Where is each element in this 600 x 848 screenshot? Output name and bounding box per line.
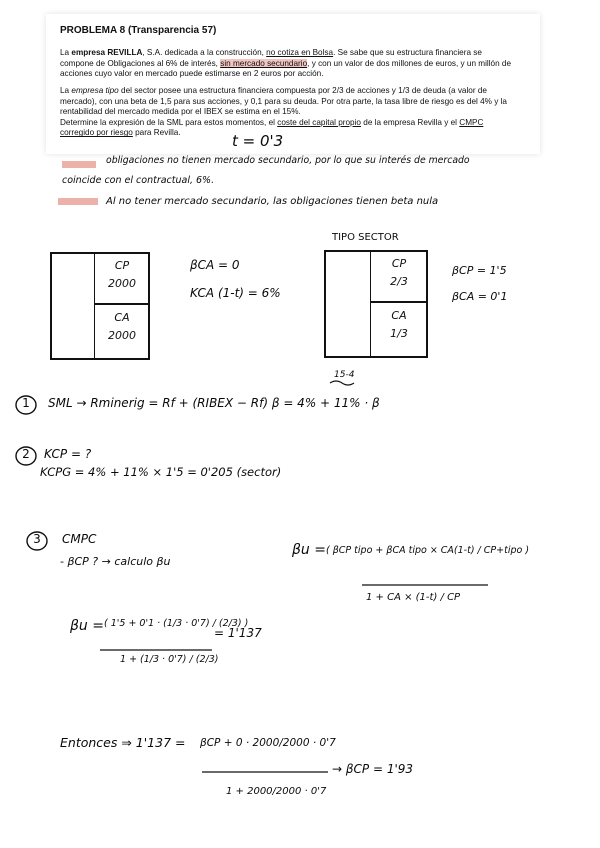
- step2-number: 2: [22, 447, 30, 461]
- formula-lhs: βu =: [292, 542, 326, 558]
- formula-denominator: 1 + CA × (1-t) / CP: [366, 592, 461, 603]
- step2-kcp: KCPG = 4% + 11% × 1'5 = 0'205 (sector): [40, 465, 282, 479]
- step1-tilde: [330, 381, 354, 385]
- calc-lhs: βu =: [70, 618, 104, 634]
- final-denominator: 1 + 2000/2000 · 0'7: [226, 786, 327, 797]
- final-result: → βCP = 1'93: [332, 762, 414, 776]
- tipo-ca-cell: CA 1/3: [370, 302, 428, 358]
- tipo-beta-ca: βCA = 0'1: [452, 290, 508, 303]
- problem-paragraph-1: La empresa REVILLA, S.A. dedicada a la construcción, no cotiza en Bolsa. Se sabe que su estructura financiera se compone de Obligaciones al 6% de interés, sin mercado secundario, y con un valor de dos millones de euros, y un millón de acciones cuyo valor en mercado puede estimarse en 2 euros por acción.: [60, 48, 512, 79]
- tipo-cp-cell: CP 2/3: [370, 250, 428, 302]
- revilla-ca-cell: CA 2000: [94, 304, 150, 360]
- final-entonces: Entonces ⇒ 1'137 =: [60, 735, 186, 750]
- calc-denominator: 1 + (1/3 · 0'7) / (2/3): [120, 654, 219, 665]
- note-obligaciones-2: coincide con el contractual, 6%.: [62, 175, 215, 186]
- step1-sml: SML → Rminerig = Rf + (RIBEX − Rf) β = 4% + 11% · β: [48, 396, 380, 410]
- step3-circle: [27, 532, 47, 550]
- tipo-sector-title: TIPO SECTOR: [332, 232, 399, 243]
- step3-beta-question: - βCP ? → calculo βu: [60, 555, 171, 568]
- final-numerator: βCP + 0 · 2000/2000 · 0'7: [200, 737, 336, 749]
- revilla-cp-cell: CP 2000: [94, 252, 150, 304]
- revilla-beta-ca: βCA = 0: [190, 258, 240, 272]
- tax-rate-note: t = 0'3: [232, 132, 284, 150]
- step1-number: 1: [22, 396, 30, 410]
- calc-numerator: ( 1'5 + 0'1 · (1/3 · 0'7) / (2/3) ): [104, 618, 249, 629]
- step2-question: KCP = ?: [44, 447, 92, 461]
- step1-circle: [16, 396, 36, 414]
- calc-result: = 1'137: [214, 626, 262, 640]
- note-beta-nula: Al no tener mercado secundario, las obligaciones tienen beta nula: [106, 196, 439, 207]
- note-obligaciones-1: obligaciones no tienen mercado secundario, por lo que su interés de mercado: [106, 155, 470, 166]
- formula-numerator: ( βCP tipo + βCA tipo × CA(1-t) / CP+tipo ): [326, 545, 530, 556]
- highlighted-phrase: sin mercado secundario: [220, 58, 308, 68]
- problem-title: PROBLEMA 8 (Transparencia 57): [60, 25, 217, 36]
- problem-paragraph-2: La empresa tipo del sector posee una estructura financiera compuesta por 2/3 de acciones y 1/3 de deuda (a valor de mercado), con una beta de 1,5 para sus acciones, y 0,1 para su deuda. Por otra parte, la tasa libre de riesgo es del 4% y la rentabilidad del mercado medida por el IBEX se estima en el 15%. Determine la expresión de la SML para estos momentos, el coste del capital propio de la empresa Revilla y el CMPC corregido por riesgo para Revilla.: [60, 86, 507, 138]
- step3-number: 3: [33, 532, 41, 546]
- step2-circle: [16, 447, 36, 465]
- tipo-beta-cp: βCP = 1'5: [452, 264, 507, 277]
- revilla-kca: KCA (1-t) = 6%: [190, 286, 281, 300]
- step3-cmpc: CMPC: [62, 532, 97, 546]
- step1-annotation: 15-4: [334, 370, 355, 380]
